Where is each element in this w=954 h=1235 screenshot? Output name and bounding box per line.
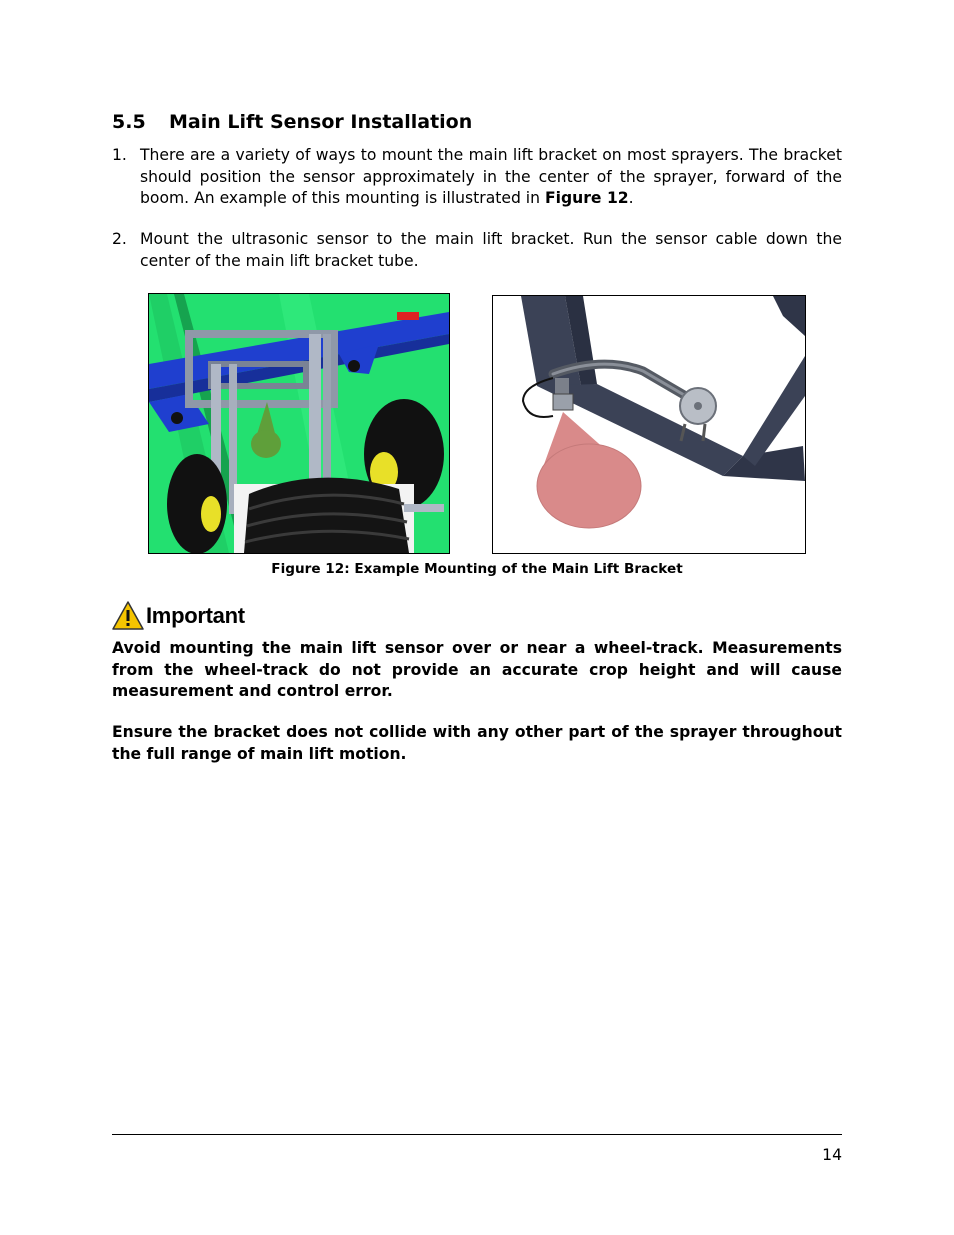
- warning-triangle-icon: [112, 601, 144, 631]
- step-item-1: [112, 145, 842, 210]
- warning-text-1: Avoid mounting the main lift sensor over or near a wheel-track. Measurements from the wheel-track do not provide an accurate crop height and will cause measurement and control error.: [112, 639, 842, 700]
- bracket-illustration: [493, 296, 805, 553]
- step-list-1: [112, 145, 842, 210]
- step-list-2: [112, 229, 842, 272]
- page-number: 14: [822, 1146, 842, 1164]
- step-item-2: [112, 229, 842, 272]
- section-number: 5.5: [112, 111, 146, 133]
- section-title: Main Lift Sensor Installation: [169, 111, 473, 133]
- figure-reference: Figure 12: [544, 189, 629, 207]
- step-number: 1.: [112, 146, 127, 164]
- step-text-end: .: [628, 189, 634, 207]
- step-text: There are a variety of ways to mount the main lift bracket on most sprayers. The bracket should position the sensor approximately in the center of the sprayer, forward of the boom. An example of this mounting is illustrated in: [140, 146, 842, 207]
- step-number: 2.: [112, 230, 127, 248]
- figure-bracket-closeup: [492, 295, 806, 554]
- warning-text-2: Ensure the bracket does not collide with any other part of the sprayer throughout the full range of main lift motion.: [112, 723, 842, 763]
- sprayer-illustration: [149, 294, 449, 553]
- footer-rule: [112, 1134, 842, 1135]
- section-heading: [112, 111, 472, 133]
- important-label: Important: [146, 603, 245, 628]
- important-callout: [112, 600, 245, 632]
- step-text: Mount the ultrasonic sensor to the main lift bracket. Run the sensor cable down the center of the main lift bracket tube.: [140, 230, 842, 270]
- figure-sprayer-view: [148, 293, 450, 554]
- figure-caption: Figure 12: Example Mounting of the Main Lift Bracket: [271, 561, 683, 577]
